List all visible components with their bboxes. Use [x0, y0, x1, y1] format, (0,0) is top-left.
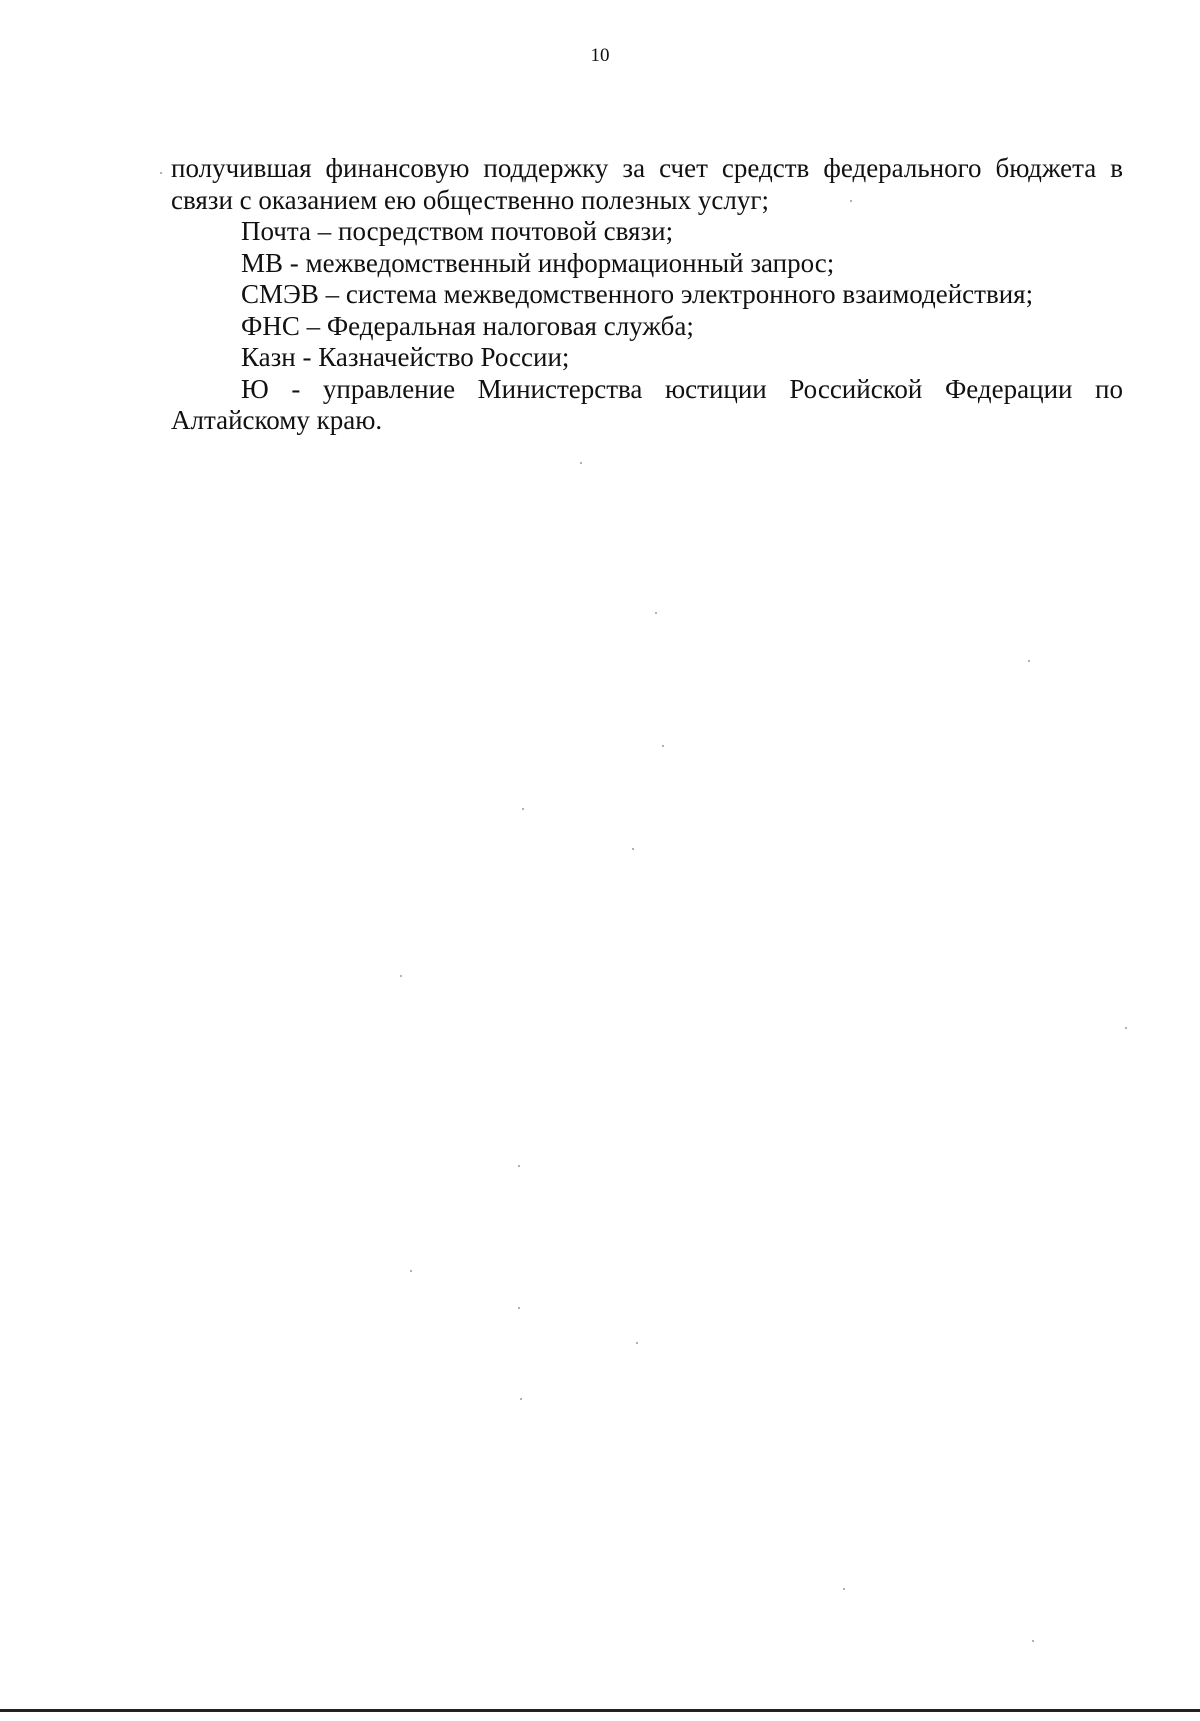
paragraph-mv: МВ - межведомственный информационный запрос;: [241, 247, 835, 278]
paragraph-pochta: Почта – посредством почтовой связи;: [241, 216, 674, 246]
scan-speck: [632, 848, 634, 850]
page-number: 10: [590, 45, 610, 66]
scan-speck: [518, 1307, 520, 1309]
document-body: [171, 153, 1123, 437]
scan-speck: [1032, 1640, 1034, 1642]
paragraph-kazn: Казн - Казначейство России;: [241, 342, 570, 372]
scan-speck: [400, 975, 402, 977]
scan-speck: [410, 1270, 412, 1272]
scan-speck: [1028, 660, 1030, 662]
scan-speck: [520, 1398, 522, 1400]
scan-speck: [160, 172, 162, 174]
scan-speck: [662, 745, 664, 747]
paragraph-fns: ФНС – Федеральная налоговая служба;: [241, 310, 694, 341]
scan-speck: [843, 1588, 845, 1590]
scan-speck: [850, 200, 852, 202]
scan-speck: [1125, 1027, 1127, 1029]
scan-speck: [522, 808, 524, 810]
paragraph-smev: СМЭВ – система межведомственного электронного взаимодействия;: [241, 279, 1034, 309]
scan-speck: [580, 462, 582, 464]
bottom-rule: [0, 1709, 1200, 1712]
scan-speck: [655, 612, 657, 614]
scan-speck: [636, 1342, 638, 1344]
paragraph-continuation: получившая финансовую поддержку за счет средств федерального бюджета в связи с оказанием ею общественно полезных услуг;: [171, 153, 1123, 215]
scan-speck: [518, 1165, 520, 1167]
paragraph-yu: Ю - управление Министерства юстиции Российской Федерации по Алтайскому краю.: [171, 373, 1123, 435]
